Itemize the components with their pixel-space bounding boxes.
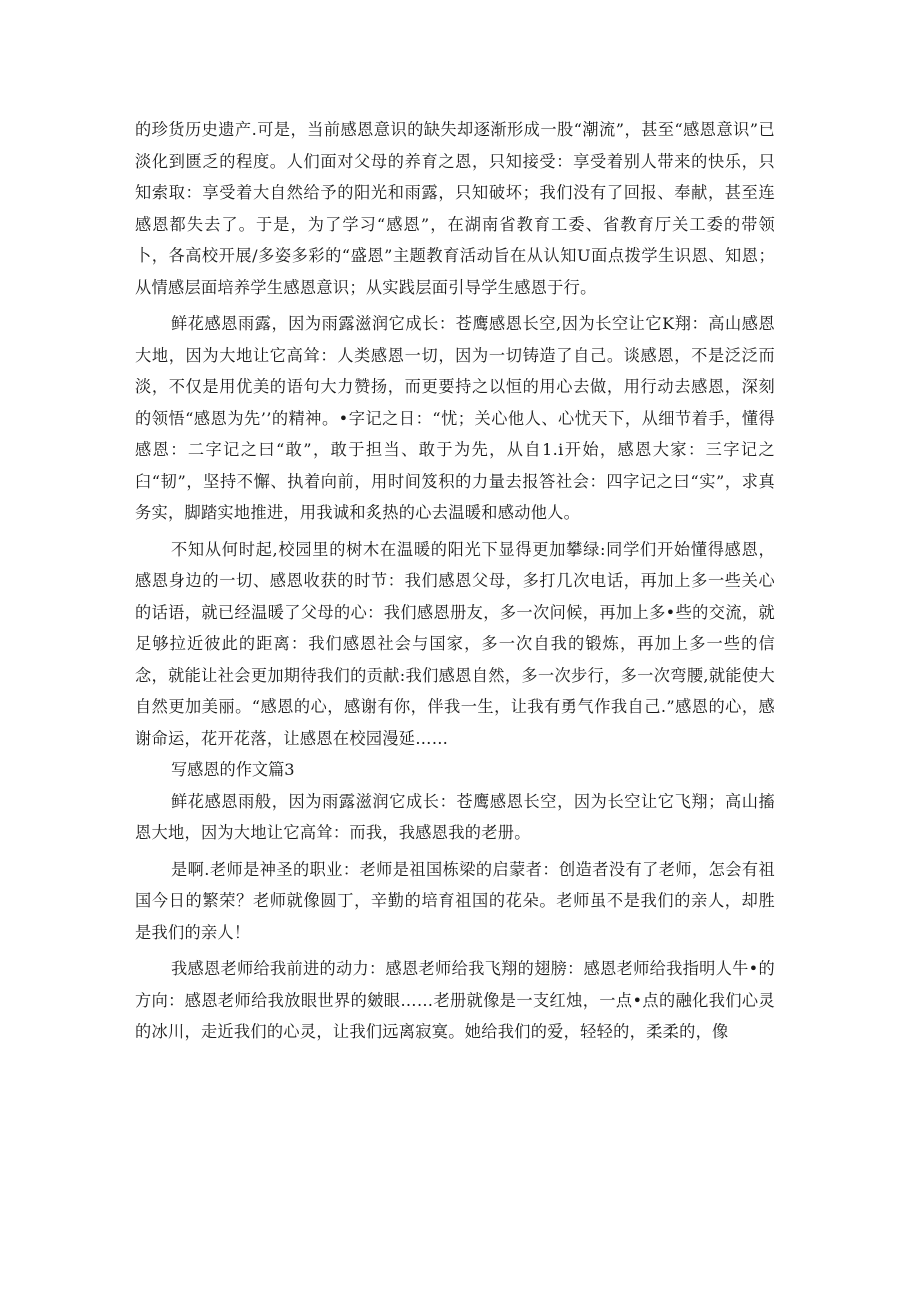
- section-title: 写感恩的作文篇3: [171, 760, 295, 779]
- paragraph-4: 鲜花感恩雨般，因为雨露滋润它成长：苍鹰感恩长空，因为长空让它飞翔；高山搐恩大地，因为大地让它高耸：而我，我感恩我的老册。: [135, 791, 775, 842]
- paragraph-2: 鲜花感恩雨露，因为雨露滋润它成长：苍鹰感恩长空,因为长空让它K翔：高山感恩大地，因为大地让它高耸：人类感恩一切，因为一切铸造了自己。谈感恩，不是泛泛而淡，不仅是用优美的语句大力赞扬，而更要持之以恒的用心去做，用行动去感恩，深刻的领悟“感恩为先’’的精神。•字记之日：“忧；关心他人、心忧天下，从细节着手，懂得感恩：二字记之曰“敢”，敢于担当、敢于为先，从自1.i开始，感恩大家：三字记之臼“韧”，坚持不懈、执着向前，用时间笈积的力量去报答社会：四字记之曰“实”，求真务实，脚踏实地推进，用我诚和炙热的心去温暖和感动他人。: [135, 314, 775, 522]
- paragraph-3: 不知从何时起,校园里的树木在温暖的阳光下显得更加攀绿:同学们开始懂得感恩，感恩身边的一切、感恩收获的时节：我们感恩父母，多打几次电话，再加上多一些关心的话语，就已经温暖了父母的心：我们感恩册友，多一次问候，再加上多•些的交流，就足够拉近彼此的距离：我们感恩社会与国家，多一次自我的锻炼，再加上多一些的信念，就能让社会更加期待我们的贡献:我们感恩自然，多一次步行，多一次弯腰,就能使大自然更加美丽。“感恩的心，感谢有你，伴我一生，让我有勇气作我自己.”感恩的心，感谢命运，花开花落，让感恩在校园漫延……: [135, 539, 775, 748]
- paragraph-6: 我感恩老师给我前进的动力：感恩老师给我飞翔的翅膀：感恩老师给我指明人牛•的方向：感恩老师给我放眼世界的皴眼……老册就像是一支红烛，一点•点的融化我们心灵的冰川，走近我们的心灵，让我们远离寂寞。她给我们的爱，轻轻的，柔柔的，像: [135, 959, 775, 1041]
- paragraph-5: 是啊.老师是神圣的职业：老师是祖国栋梁的启蒙者：创造者没有了老师，怎会有祖国今日的繁荣？老师就像圆丁，辛勤的培育祖国的花朵。老师虽不是我们的亲人，却胜是我们的亲人！: [135, 859, 775, 942]
- paragraph-1: 的珍货历史遗产.可是，当前感恩意识的缺失却逐渐形成一股“潮流”，甚至“感恩意识”已淡化到匮乏的程度。人们面对父母的养育之恩，只知接受：享受着别人带来的快乐，只知索取：享受着大自然给予的阳光和雨露，只知破坏；我们没有了回报、奉献，甚至连感恩都失去了。于是，为了学习“感恩”，在湖南省教育工委、省教育厅关工委的带领卜，各高校开展/多姿多彩的“盛恩”主题教育活动旨在从认知U面点拨学生识恩、知恩；从情感层面培养学生感恩意识；从实践层面引导学生感恩于行。: [135, 120, 775, 297]
- document-body: [135, 114, 775, 1048]
